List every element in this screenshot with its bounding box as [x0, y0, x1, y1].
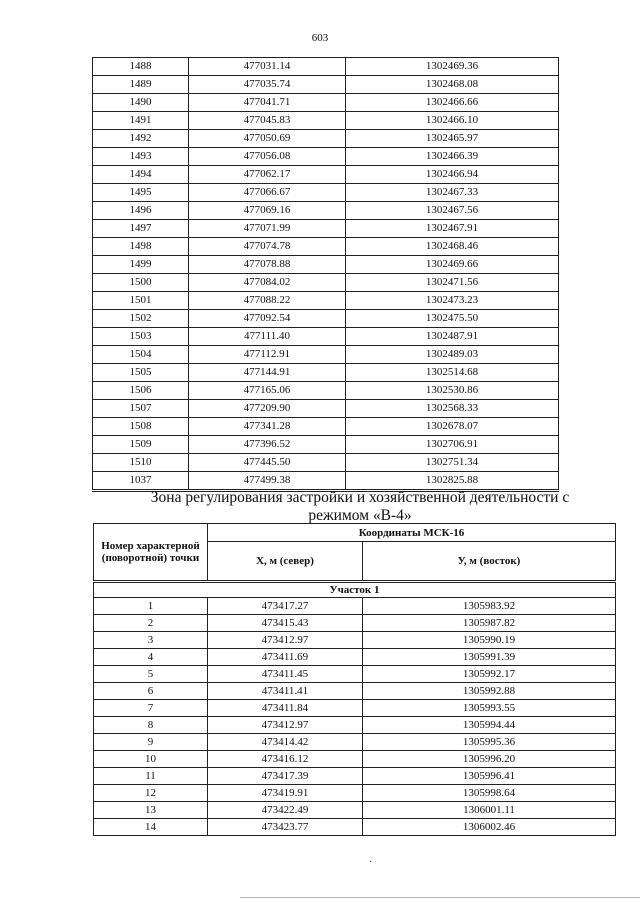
- x-coordinate-cell: 477165.06: [189, 382, 346, 400]
- table-row: [93, 94, 559, 112]
- y-coordinate-cell: 1302751.34: [346, 454, 559, 472]
- x-coordinate-cell: 477144.91: [189, 364, 346, 382]
- section-label: Участок 1: [94, 582, 616, 598]
- point-number-cell: 1490: [93, 94, 189, 112]
- zone-heading: [140, 489, 580, 525]
- y-coordinate-cell: 1305992.17: [363, 666, 616, 683]
- table-row: [94, 802, 616, 819]
- x-coordinate-cell: 477066.67: [189, 184, 346, 202]
- y-coordinate-cell: 1302467.33: [346, 184, 559, 202]
- x-coordinate-cell: 477092.54: [189, 310, 346, 328]
- table-row: [94, 768, 616, 785]
- point-number-cell: 1037: [93, 472, 189, 491]
- point-number-cell: 13: [94, 802, 208, 819]
- x-coordinate-cell: 477209.90: [189, 400, 346, 418]
- table-row: [93, 202, 559, 220]
- y-coordinate-cell: 1302465.97: [346, 130, 559, 148]
- point-number-cell: 1510: [93, 454, 189, 472]
- y-coordinate-cell: 1302530.86: [346, 382, 559, 400]
- footer-line: [240, 897, 640, 898]
- x-coordinate-cell: 477084.02: [189, 274, 346, 292]
- x-coordinate-cell: 477069.16: [189, 202, 346, 220]
- y-coordinate-cell: 1306002.46: [363, 819, 616, 836]
- x-coordinate-cell: 473415.43: [208, 615, 363, 632]
- table-row: [94, 717, 616, 734]
- table-row: [93, 346, 559, 364]
- y-coordinate-cell: 1305996.41: [363, 768, 616, 785]
- point-number-cell: 12: [94, 785, 208, 802]
- y-coordinate-cell: 1302489.03: [346, 346, 559, 364]
- table-row: [93, 472, 559, 491]
- header-y-column: У, м (восток): [363, 542, 616, 582]
- point-number-cell: 1509: [93, 436, 189, 454]
- table-row: [94, 819, 616, 836]
- y-coordinate-cell: 1302514.68: [346, 364, 559, 382]
- table-row: [93, 130, 559, 148]
- x-coordinate-cell: 477074.78: [189, 238, 346, 256]
- x-coordinate-cell: 473411.84: [208, 700, 363, 717]
- point-number-cell: 1505: [93, 364, 189, 382]
- point-number-cell: 8: [94, 717, 208, 734]
- x-coordinate-cell: 473411.41: [208, 683, 363, 700]
- y-coordinate-cell: 1302466.10: [346, 112, 559, 130]
- table-row: [94, 683, 616, 700]
- header-point-number: Номер характерной (поворотной) точки: [94, 524, 208, 582]
- x-coordinate-cell: 473419.91: [208, 785, 363, 802]
- coordinates-table-body: [93, 58, 559, 491]
- y-coordinate-cell: 1305993.55: [363, 700, 616, 717]
- point-number-cell: 1492: [93, 130, 189, 148]
- x-coordinate-cell: 477445.50: [189, 454, 346, 472]
- table-row: [94, 666, 616, 683]
- point-number-cell: 11: [94, 768, 208, 785]
- point-number-cell: 1502: [93, 310, 189, 328]
- y-coordinate-cell: 1302825.88: [346, 472, 559, 491]
- x-coordinate-cell: 473411.69: [208, 649, 363, 666]
- y-coordinate-cell: 1305983.92: [363, 598, 616, 615]
- x-coordinate-cell: 477112.91: [189, 346, 346, 364]
- y-coordinate-cell: 1302468.08: [346, 76, 559, 94]
- y-coordinate-cell: 1302678.07: [346, 418, 559, 436]
- table-row: [93, 220, 559, 238]
- point-number-cell: 7: [94, 700, 208, 717]
- point-number-cell: 1496: [93, 202, 189, 220]
- x-coordinate-cell: 477341.28: [189, 418, 346, 436]
- y-coordinate-cell: 1302467.56: [346, 202, 559, 220]
- table-row: [93, 382, 559, 400]
- x-coordinate-cell: 477078.88: [189, 256, 346, 274]
- table-row: [93, 256, 559, 274]
- point-number-cell: 3: [94, 632, 208, 649]
- zone-heading-line-1: Зона регулирования застройки и хозяйственной деятельности с: [150, 489, 570, 506]
- table-row: [94, 632, 616, 649]
- point-number-cell: 14: [94, 819, 208, 836]
- x-coordinate-cell: 473422.49: [208, 802, 363, 819]
- point-number-cell: 1500: [93, 274, 189, 292]
- table-row: [93, 112, 559, 130]
- table-row: [93, 184, 559, 202]
- y-coordinate-cell: 1305994.44: [363, 717, 616, 734]
- page-number: 603: [311, 32, 329, 44]
- table-row: [93, 58, 559, 76]
- x-coordinate-cell: 473417.27: [208, 598, 363, 615]
- y-coordinate-cell: 1302469.66: [346, 256, 559, 274]
- y-coordinate-cell: 1305991.39: [363, 649, 616, 666]
- table-row: [94, 700, 616, 717]
- x-coordinate-cell: 477056.08: [189, 148, 346, 166]
- table-row: [94, 598, 616, 615]
- zone-table-body: [94, 582, 616, 836]
- point-number-cell: 9: [94, 734, 208, 751]
- point-number-cell: 4: [94, 649, 208, 666]
- x-coordinate-cell: 477045.83: [189, 112, 346, 130]
- y-coordinate-cell: 1302468.46: [346, 238, 559, 256]
- point-number-cell: 1494: [93, 166, 189, 184]
- y-coordinate-cell: 1302467.91: [346, 220, 559, 238]
- y-coordinate-cell: 1302466.94: [346, 166, 559, 184]
- point-number-cell: 1506: [93, 382, 189, 400]
- y-coordinate-cell: 1302487.91: [346, 328, 559, 346]
- y-coordinate-cell: 1305996.20: [363, 751, 616, 768]
- y-coordinate-cell: 1305995.36: [363, 734, 616, 751]
- point-number-cell: 5: [94, 666, 208, 683]
- table-row: [94, 615, 616, 632]
- stray-mark: ·: [369, 857, 373, 868]
- point-number-cell: 1501: [93, 292, 189, 310]
- x-coordinate-cell: 477031.14: [189, 58, 346, 76]
- table-row: [94, 649, 616, 666]
- point-number-cell: 2: [94, 615, 208, 632]
- y-coordinate-cell: 1302469.36: [346, 58, 559, 76]
- y-coordinate-cell: 1305987.82: [363, 615, 616, 632]
- point-number-cell: 1503: [93, 328, 189, 346]
- point-number-cell: 1493: [93, 148, 189, 166]
- zone-heading-line-2: режимом «В-4»: [308, 507, 412, 524]
- point-number-cell: 1508: [93, 418, 189, 436]
- x-coordinate-cell: 477062.17: [189, 166, 346, 184]
- x-coordinate-cell: 477071.99: [189, 220, 346, 238]
- header-x-column: Х, м (север): [208, 542, 363, 582]
- point-number-cell: 1507: [93, 400, 189, 418]
- x-coordinate-cell: 473412.97: [208, 632, 363, 649]
- point-number-cell: 1491: [93, 112, 189, 130]
- table-row: [94, 785, 616, 802]
- y-coordinate-cell: 1302706.91: [346, 436, 559, 454]
- x-coordinate-cell: 477035.74: [189, 76, 346, 94]
- table-row: [93, 328, 559, 346]
- point-number-cell: 1499: [93, 256, 189, 274]
- table-row: [93, 292, 559, 310]
- point-number-cell: 1489: [93, 76, 189, 94]
- x-coordinate-cell: 473411.45: [208, 666, 363, 683]
- y-coordinate-cell: 1306001.11: [363, 802, 616, 819]
- y-coordinate-cell: 1302473.23: [346, 292, 559, 310]
- table-row: [93, 436, 559, 454]
- y-coordinate-cell: 1302568.33: [346, 400, 559, 418]
- y-coordinate-cell: 1305998.64: [363, 785, 616, 802]
- point-number-cell: 1495: [93, 184, 189, 202]
- x-coordinate-cell: 477396.52: [189, 436, 346, 454]
- table-row: [93, 418, 559, 436]
- y-coordinate-cell: 1302471.56: [346, 274, 559, 292]
- table-row: [93, 148, 559, 166]
- point-number-cell: 6: [94, 683, 208, 700]
- table-row: [93, 310, 559, 328]
- table-row: [94, 751, 616, 768]
- table-row: [93, 166, 559, 184]
- table-row: [93, 400, 559, 418]
- x-coordinate-cell: 473416.12: [208, 751, 363, 768]
- y-coordinate-cell: 1305990.19: [363, 632, 616, 649]
- table-row: [93, 76, 559, 94]
- x-coordinate-cell: 477111.40: [189, 328, 346, 346]
- x-coordinate-cell: 473417.39: [208, 768, 363, 785]
- coordinates-table-continued: [92, 57, 559, 492]
- table-row: [93, 238, 559, 256]
- x-coordinate-cell: 477041.71: [189, 94, 346, 112]
- point-number-cell: 1497: [93, 220, 189, 238]
- x-coordinate-cell: 473414.42: [208, 734, 363, 751]
- zone-b4-coordinates-table: [93, 523, 616, 836]
- x-coordinate-cell: 477050.69: [189, 130, 346, 148]
- header-coordinates: Координаты МСК-16: [208, 524, 616, 542]
- point-number-cell: 10: [94, 751, 208, 768]
- x-coordinate-cell: 477499.38: [189, 472, 346, 491]
- y-coordinate-cell: 1302466.39: [346, 148, 559, 166]
- y-coordinate-cell: 1305992.88: [363, 683, 616, 700]
- table-row: [93, 274, 559, 292]
- y-coordinate-cell: 1302475.50: [346, 310, 559, 328]
- x-coordinate-cell: 473412.97: [208, 717, 363, 734]
- point-number-cell: 1488: [93, 58, 189, 76]
- table-row: [93, 454, 559, 472]
- table-row: [94, 734, 616, 751]
- x-coordinate-cell: 473423.77: [208, 819, 363, 836]
- x-coordinate-cell: 477088.22: [189, 292, 346, 310]
- y-coordinate-cell: 1302466.66: [346, 94, 559, 112]
- point-number-cell: 1504: [93, 346, 189, 364]
- point-number-cell: 1: [94, 598, 208, 615]
- table-row: [93, 364, 559, 382]
- point-number-cell: 1498: [93, 238, 189, 256]
